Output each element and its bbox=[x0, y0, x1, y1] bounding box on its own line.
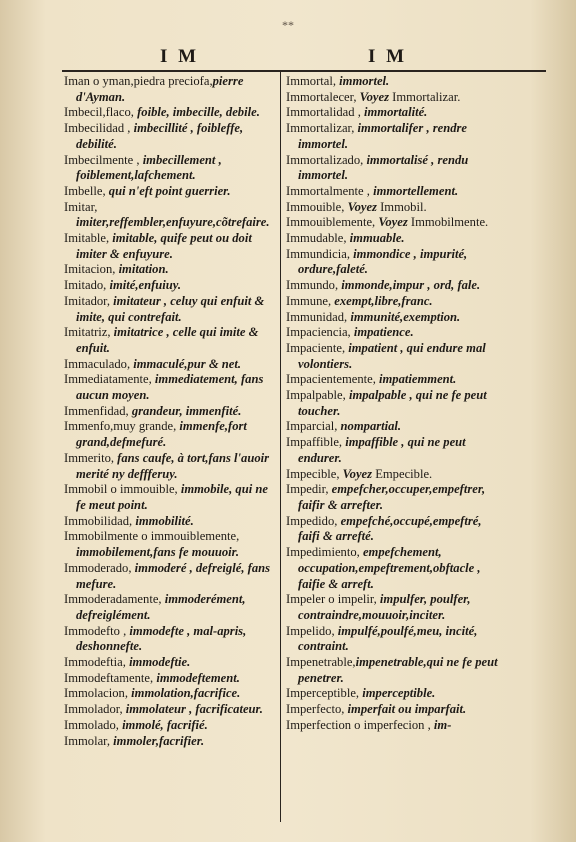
dictionary-entry bbox=[286, 215, 502, 231]
entry-headword: Immune, bbox=[286, 293, 335, 308]
dictionary-entry bbox=[64, 529, 276, 560]
entry-headword: Immaculado, bbox=[64, 356, 134, 371]
entry-headword: Immouiblemente, bbox=[286, 215, 379, 230]
entry-translation: impenetrable,qui ne fe peut penetrer. bbox=[298, 655, 498, 685]
entry-headword: Immortalecer, bbox=[286, 89, 360, 104]
entry-translation: grandeur, immenfité. bbox=[131, 403, 242, 418]
entry-headword: Iman o yman,piedra preciofa, bbox=[64, 74, 213, 88]
entry-headword: Immolacion, bbox=[64, 686, 132, 701]
entry-headword: Immouible, bbox=[286, 199, 348, 214]
entry-headword: Imperceptible, bbox=[286, 686, 363, 701]
dictionary-entry bbox=[286, 231, 502, 247]
entry-translation: Voyez bbox=[342, 466, 373, 481]
dictionary-entry bbox=[286, 74, 502, 90]
entry-headword: Immodeftia, bbox=[64, 655, 130, 670]
entry-cross-reference: Immobil. bbox=[376, 199, 427, 214]
entry-translation: empefcher,occuper,empeftrer, faifir & arrefter. bbox=[298, 482, 486, 512]
dictionary-entry bbox=[286, 278, 502, 294]
dictionary-entry bbox=[286, 514, 502, 545]
entry-translation: immoderé , defreiglé, fans mefure. bbox=[76, 560, 271, 591]
dictionary-entry bbox=[286, 341, 502, 372]
dictionary-entry bbox=[64, 200, 276, 231]
entry-headword: Immortalidad , bbox=[286, 105, 364, 120]
entry-translation: immodeftie. bbox=[129, 655, 191, 670]
dictionary-entry bbox=[64, 702, 276, 718]
dictionary-entry bbox=[286, 310, 502, 326]
dictionary-entry bbox=[286, 435, 502, 466]
dictionary-entry bbox=[64, 231, 276, 262]
entry-translation: immoler,facrifier. bbox=[113, 733, 205, 748]
dictionary-entry bbox=[64, 404, 276, 420]
dictionary-entry bbox=[64, 482, 276, 513]
entry-headword: Imbecil,flaco, bbox=[64, 105, 138, 120]
entry-translation: impatiemment. bbox=[379, 372, 457, 387]
entry-translation: impaffible , qui ne peut endurer. bbox=[298, 435, 466, 465]
entry-translation: im- bbox=[433, 717, 452, 732]
running-header-right: I M bbox=[368, 46, 408, 67]
left-column bbox=[64, 74, 276, 749]
dictionary-entry bbox=[64, 357, 276, 373]
entry-headword: Imitador, bbox=[64, 293, 114, 308]
dictionary-entry bbox=[286, 388, 502, 419]
entry-headword: Impedimiento, bbox=[286, 545, 363, 560]
entry-translation: immortellement. bbox=[373, 183, 459, 198]
entry-headword: Immundicia, bbox=[286, 246, 354, 261]
entry-headword: Impalpable, bbox=[286, 388, 349, 403]
entry-translation: immondice , impurité, ordure,faleté. bbox=[298, 246, 468, 277]
entry-headword: Imitatriz, bbox=[64, 325, 114, 340]
dictionary-entry bbox=[64, 514, 276, 530]
header-rule bbox=[62, 70, 546, 72]
entry-headword: Immolador, bbox=[64, 702, 126, 717]
entry-translation: immortel. bbox=[339, 74, 390, 88]
entry-translation: impulfé,poulfé,meu, incité, contraint. bbox=[298, 623, 478, 654]
dictionary-entry bbox=[286, 325, 502, 341]
entry-translation: imiter,reffembler,enfuyure,cõtrefaire. bbox=[76, 215, 270, 230]
dictionary-entry bbox=[286, 545, 502, 592]
dictionary-entry bbox=[64, 294, 276, 325]
dictionary-entry bbox=[286, 467, 502, 483]
dictionary-entry bbox=[64, 184, 276, 200]
dictionary-entry bbox=[64, 325, 276, 356]
dictionary-entry bbox=[64, 592, 276, 623]
entry-translation: immuable. bbox=[349, 231, 405, 246]
entry-headword: Immolar, bbox=[64, 733, 114, 748]
entry-cross-reference: Immobilmente. bbox=[407, 215, 489, 230]
entry-headword: Imitacion, bbox=[64, 262, 119, 277]
entry-headword: Immundo, bbox=[286, 278, 342, 293]
dictionary-entry bbox=[286, 200, 502, 216]
entry-headword: Immunidad, bbox=[286, 309, 351, 324]
entry-cross-reference: Immortalizar. bbox=[389, 89, 461, 104]
entry-translation: pierre d'Ayman. bbox=[76, 74, 244, 104]
entry-headword: Imperfecto, bbox=[286, 702, 348, 717]
entry-headword: Imbelle, bbox=[64, 183, 109, 198]
dictionary-entry bbox=[64, 624, 276, 655]
entry-headword: Imparcial, bbox=[286, 419, 341, 434]
entry-headword: Immortalizado, bbox=[286, 152, 367, 167]
entry-translation: impalpable , qui ne fe peut toucher. bbox=[298, 388, 487, 418]
entry-headword: Imbecilidad , bbox=[64, 121, 134, 136]
entry-headword: Immediatamente, bbox=[64, 372, 155, 387]
entry-translation: qui n'eft point guerrier. bbox=[108, 183, 231, 198]
entry-translation: empefché,occupé,empeftré, faifi & arrefté. bbox=[298, 513, 482, 544]
entry-translation: immolateur , facrificateur. bbox=[125, 702, 263, 717]
dictionary-entry bbox=[286, 184, 502, 200]
dictionary-entry bbox=[64, 671, 276, 687]
entry-translation: nompartial. bbox=[340, 419, 402, 434]
entry-headword: Impeler o impelir, bbox=[286, 592, 380, 607]
entry-translation: imperfait ou imparfait. bbox=[347, 702, 467, 717]
entry-translation: immobilement,fans fe mouuoir. bbox=[76, 545, 240, 560]
entry-translation: immodeftement. bbox=[156, 670, 240, 685]
entry-translation: impatience. bbox=[353, 325, 414, 340]
entry-translation: immolé, facrifié. bbox=[122, 717, 208, 732]
dictionary-entry bbox=[64, 372, 276, 403]
entry-translation: imitatrice , celle qui imite & enfuit. bbox=[76, 325, 259, 355]
dictionary-entry bbox=[286, 90, 502, 106]
entry-translation: immoderément, defreiglément. bbox=[76, 592, 246, 622]
entry-translation: immolation,facrifice. bbox=[131, 686, 241, 701]
dictionary-entry bbox=[64, 121, 276, 152]
entry-headword: Immolado, bbox=[64, 717, 123, 732]
entry-headword: Immodeftamente, bbox=[64, 670, 157, 685]
dictionary-entry bbox=[286, 372, 502, 388]
dictionary-entry bbox=[286, 624, 502, 655]
entry-headword: Impedido, bbox=[286, 513, 341, 528]
entry-translation: empefchement, occupation,empeftrement,obftacle , faifie & arreft. bbox=[298, 545, 481, 591]
entry-translation: Voyez bbox=[359, 89, 390, 104]
dictionary-entry bbox=[64, 278, 276, 294]
dictionary-entry bbox=[64, 561, 276, 592]
entry-headword: Immodefto , bbox=[64, 623, 130, 638]
dictionary-entry bbox=[64, 153, 276, 184]
dictionary-entry bbox=[64, 686, 276, 702]
entry-translation: impatient , qui endure mal volontiers. bbox=[298, 340, 486, 371]
entry-translation: imitateur , celuy qui enfuit & imite, qui contrefait. bbox=[76, 293, 265, 324]
dictionary-entry bbox=[64, 655, 276, 671]
entry-translation: immediatement, fans aucun moyen. bbox=[76, 372, 264, 403]
dictionary-entry bbox=[286, 592, 502, 623]
entry-translation: immodefte , mal-apris, deshonnefte. bbox=[76, 623, 247, 654]
dictionary-entry bbox=[64, 74, 276, 105]
dictionary-entry bbox=[64, 262, 276, 278]
dictionary-entry bbox=[286, 718, 502, 734]
entry-headword: Impaffible, bbox=[286, 435, 346, 450]
entry-cross-reference: Empecible. bbox=[372, 466, 433, 481]
entry-headword: Immenfo,muy grande, bbox=[64, 419, 180, 434]
running-header-left: I M bbox=[160, 46, 200, 67]
entry-headword: Impelido, bbox=[286, 623, 338, 638]
dictionary-entry bbox=[286, 686, 502, 702]
entry-headword: Immobil o immouible, bbox=[64, 482, 181, 497]
entry-headword: Immortalmente , bbox=[286, 183, 374, 198]
entry-headword: Imitable, bbox=[64, 231, 113, 246]
entry-translation: Voyez bbox=[378, 215, 408, 230]
entry-translation: immortalisé , rendu immortel. bbox=[298, 152, 469, 183]
dictionary-entry bbox=[64, 718, 276, 734]
entry-translation: imperceptible. bbox=[362, 686, 436, 701]
dictionary-entry bbox=[286, 655, 502, 686]
entry-headword: Imperfection o imperfecion , bbox=[286, 717, 434, 732]
entry-headword: Impedir, bbox=[286, 482, 332, 497]
entry-translation: exempt,libre,franc. bbox=[334, 293, 433, 308]
entry-translation: imitation. bbox=[118, 262, 169, 277]
dictionary-entry bbox=[64, 451, 276, 482]
entry-translation: Voyez bbox=[347, 199, 377, 214]
entry-translation: immortalifer , rendre immortel. bbox=[298, 121, 468, 151]
dictionary-entry bbox=[64, 105, 276, 121]
entry-translation: imitable, quife peut ou doit imiter & enfuyure. bbox=[76, 231, 252, 261]
entry-headword: Immortalizar, bbox=[286, 121, 358, 136]
entry-headword: Immoderado, bbox=[64, 560, 135, 575]
dictionary-entry bbox=[286, 153, 502, 184]
entry-translation: imité,enfuiuy. bbox=[109, 278, 182, 293]
entry-translation: imbecillité , foibleffe, debilité. bbox=[76, 121, 244, 151]
entry-headword: Immerito, bbox=[64, 450, 118, 465]
page-ornament: ** bbox=[282, 18, 294, 32]
entry-translation: foible, imbecille, debile. bbox=[137, 105, 260, 120]
right-column bbox=[286, 74, 502, 734]
entry-translation: immunité,exemption. bbox=[350, 309, 461, 324]
entry-headword: Immenfidad, bbox=[64, 403, 132, 418]
entry-headword: Impenetrable, bbox=[286, 655, 356, 670]
entry-headword: Impaciente, bbox=[286, 340, 349, 355]
entry-headword: Impaciencia, bbox=[286, 325, 354, 340]
entry-translation: immenfe,fort grand,defmefuré. bbox=[76, 419, 247, 450]
entry-translation: fans caufe, à tort,fans l'auoir merité ny deffferuy. bbox=[76, 450, 270, 481]
dictionary-entry bbox=[286, 121, 502, 152]
dictionary-entry bbox=[64, 734, 276, 750]
dictionary-entry bbox=[286, 702, 502, 718]
entry-headword: Immoderadamente, bbox=[64, 592, 165, 607]
entry-translation: immobilité. bbox=[135, 513, 194, 528]
entry-headword: Impecible, bbox=[286, 466, 343, 481]
dictionary-entry bbox=[286, 294, 502, 310]
dictionary-entry bbox=[286, 419, 502, 435]
entry-headword: Impacientemente, bbox=[286, 372, 380, 387]
entry-headword: Imitar, bbox=[64, 199, 98, 214]
entry-translation: immortalité. bbox=[364, 105, 428, 120]
entry-translation: immonde,impur , ord, fale. bbox=[341, 278, 481, 293]
column-divider bbox=[280, 72, 281, 822]
entry-translation: impulfer, poulfer, contraindre,mouuoir,inciter. bbox=[298, 592, 471, 622]
dictionary-entry bbox=[286, 482, 502, 513]
entry-translation: immobile, qui ne fe meut point. bbox=[76, 482, 268, 512]
entry-headword: Immobilmente o immouiblemente, bbox=[64, 529, 240, 544]
dictionary-entry bbox=[286, 247, 502, 278]
entry-translation: imbecillement , foiblement,lafchement. bbox=[76, 152, 222, 183]
entry-headword: Imbecilmente , bbox=[64, 152, 143, 167]
dictionary-entry bbox=[64, 419, 276, 450]
dictionary-entry bbox=[286, 105, 502, 121]
entry-headword: Immudable, bbox=[286, 231, 350, 246]
entry-headword: Immobilidad, bbox=[64, 513, 136, 528]
entry-headword: Imitado, bbox=[64, 278, 110, 293]
entry-translation: immaculé,pur & net. bbox=[133, 356, 242, 371]
entry-headword: Immortal, bbox=[286, 74, 340, 88]
